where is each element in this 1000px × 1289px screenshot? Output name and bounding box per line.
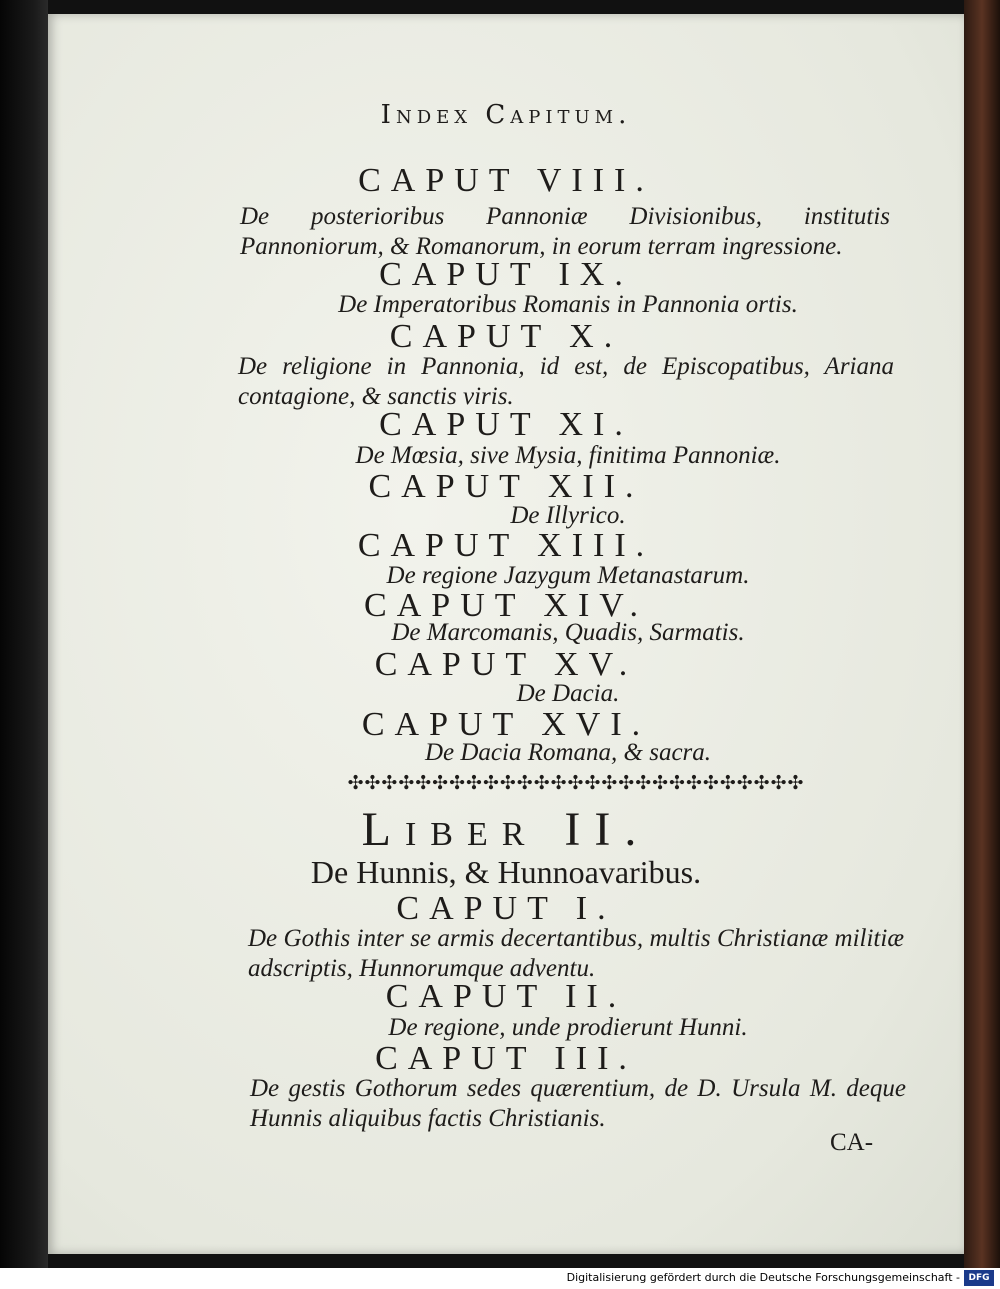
caput-description: De gestis Gothorum sedes quærentium, de D. Ursula M. deque Hunnis aliquibus factis Christianis.	[250, 1075, 906, 1132]
caput-heading: CAPUT X.	[389, 318, 623, 355]
caput-heading: CAPUT XVI.	[361, 706, 651, 743]
caput-heading: CAPUT I.	[396, 890, 616, 927]
caput-description: De Dacia Romana, & sacra.	[424, 739, 712, 766]
caput-description: De regione Jazygum Metanastarum.	[386, 562, 750, 589]
caput-description: De Illyrico.	[510, 502, 626, 529]
caput-heading: CAPUT XI.	[379, 406, 633, 443]
caput-description: De Mœsia, sive Mysia, finitima Pannoniæ.	[355, 442, 781, 469]
book-spine-right	[964, 0, 1000, 1268]
caput-heading: CAPUT III.	[375, 1040, 637, 1077]
caput-heading: CAPUT XV.	[374, 646, 638, 683]
caput-heading: CAPUT IX.	[379, 256, 633, 293]
caput-heading: CAPUT XIV.	[364, 587, 648, 624]
book-page	[48, 14, 964, 1254]
ornamental-divider: ✣✣✣✣✣✣✣✣✣✣✣✣✣✣✣✣✣✣✣✣✣✣✣✣✣✣✣	[347, 772, 805, 794]
digitization-footer	[0, 1268, 1000, 1289]
caput-description: De Marcomanis, Quadis, Sarmatis.	[391, 619, 745, 646]
catchword: CA-	[830, 1129, 874, 1156]
caput-heading: CAPUT II.	[385, 978, 627, 1015]
caput-heading: CAPUT VIII.	[358, 162, 654, 199]
liber-subtitle: De Hunnis, & Hunnoavaribus.	[310, 854, 702, 890]
page-content	[48, 14, 964, 1254]
footer-credit: Digitalisierung gefördert durch die Deutsche Forschungsgemeinschaft -	[566, 1271, 960, 1284]
dfg-logo-icon: DFG	[964, 1270, 994, 1286]
caput-heading: CAPUT XIII.	[357, 527, 655, 564]
caput-heading: CAPUT XII.	[368, 468, 644, 505]
caput-description: De Imperatoribus Romanis in Pannonia ortis.	[338, 291, 798, 318]
caput-description: De religione in Pannonia, id est, de Episcopatibus, Ariana contagione, & sanctis viris.	[238, 353, 894, 410]
book-spine-left	[0, 0, 48, 1268]
caput-description: De regione, unde prodierunt Hunni.	[388, 1014, 748, 1041]
caput-description: De posterioribus Pannoniæ Divisionibus, institutis Pannoniorum, & Romanorum, in eorum terram ingressione.	[240, 203, 890, 260]
running-head: Index Capitum.	[380, 100, 632, 130]
liber-heading: Liber II.	[361, 803, 651, 856]
caput-description: De Dacia.	[516, 680, 620, 707]
caput-description: De Gothis inter se armis decertantibus, multis Christianæ militiæ adscriptis, Hunnorumque adventu.	[248, 925, 904, 982]
